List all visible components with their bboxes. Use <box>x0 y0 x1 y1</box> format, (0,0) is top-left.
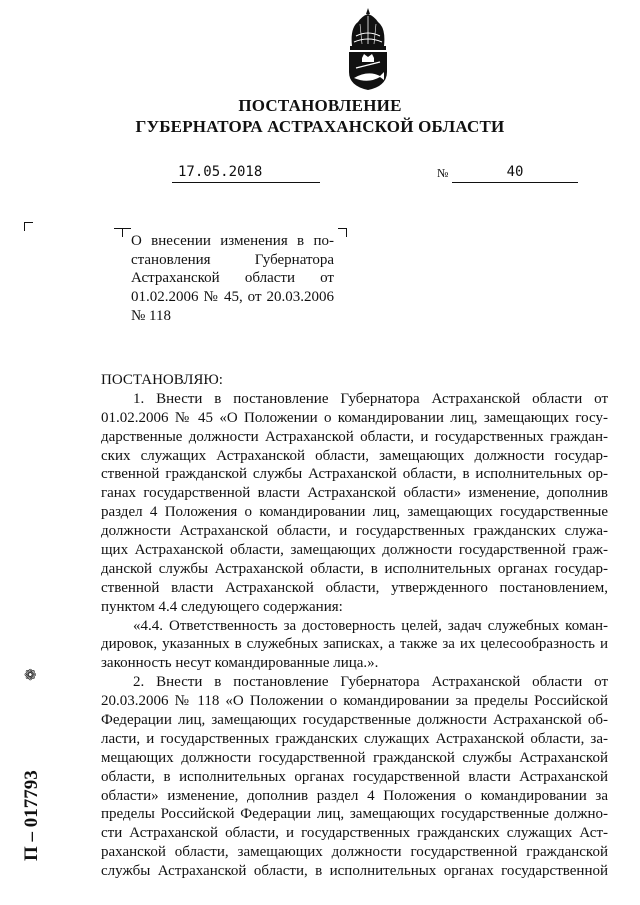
body-line: дировок, указанных в служебных записках, а также за их целесообразность и <box>101 636 608 653</box>
corner-mark <box>338 228 347 237</box>
subject-line: 01.02.2006 № 45, от 20.03.2006 <box>131 289 334 306</box>
body-line: 1. Внести в постановление Губернатора Астраханской области от <box>133 390 608 407</box>
corner-mark <box>24 222 33 231</box>
body-line: ственной власти Астраханской области, утвержденного постановлением, <box>101 579 608 596</box>
side-marking <box>18 660 46 860</box>
body-line: ласти, и государственных гражданских служащих Астраханской области, за- <box>101 730 608 747</box>
body-line: данской службы Астраханской области, в исполнительных органах государ- <box>101 560 608 577</box>
body-line: должности Астраханской области, и государственных гражданских служа- <box>101 523 608 540</box>
body-line: мещающих должности государственной гражданской службы Астраханской <box>101 749 608 766</box>
document-number: 40 <box>452 164 578 183</box>
coat-of-arms-emblem <box>340 6 396 92</box>
body-line: ственной гражданской службы Астраханской области, в исполнительных ор- <box>101 466 608 483</box>
body-line: ганах государственной власти Астраханской области» изменение, дополнив <box>101 485 608 502</box>
body-line: Федерации лиц, замещающих государственные должности Астраханской об- <box>101 712 608 729</box>
body-line: службы Астраханской области, в исполнительных органах государственной <box>101 863 608 880</box>
body-line: «4.4. Ответственность за достоверность целей, задач служебных коман- <box>133 617 608 634</box>
body-line: щих Астраханской области, замещающих должности государственной граж- <box>101 542 608 559</box>
body-line: области, в исполнительных органах государственной власти Астраханской <box>101 768 608 785</box>
subject-line: Астраханской области от <box>131 270 334 287</box>
body-line: ских служащих Астраханской области, замещающих должности государ- <box>101 447 608 464</box>
body-line: 2. Внести в постановление Губернатора Астраханской области от <box>133 674 608 691</box>
body-line: раздел 4 Положения о командировании лиц, замещающих государственные <box>101 504 608 521</box>
subject-line: № 118 <box>131 307 172 324</box>
body-line: раханской области, замещающих должности государственной гражданской <box>101 844 608 861</box>
subject-line: О внесении изменения в по- <box>131 233 334 249</box>
document-title-line-1: ПОСТАНОВЛЕНИЕ <box>238 96 402 115</box>
body-line: дарственные должности Астраханской области, и государственных граждан- <box>101 428 608 445</box>
number-label: № <box>437 166 449 180</box>
subject-line: становления Губернатора <box>131 251 334 268</box>
body-line: пунктом 4.4 следующего содержания: <box>101 598 343 615</box>
body-line: пределы Российской Федерации лиц, замещающих государственные должно- <box>101 806 608 823</box>
body-line: 01.02.2006 № 45 «О Положении о командировании лиц, замещающих госу- <box>101 409 608 426</box>
body-line: 20.03.2006 № 118 «О Положении о командировании за пределы Российской <box>101 693 608 710</box>
document-title-line-2: ГУБЕРНАТОРА АСТРАХАНСКОЙ ОБЛАСТИ <box>135 117 505 136</box>
form-serial-number: П – 017793 <box>21 770 42 861</box>
resolution-heading: ПОСТАНОВЛЯЮ: <box>101 372 223 388</box>
document-subject <box>131 232 334 326</box>
document-date: 17.05.2018 <box>172 164 320 183</box>
corner-mark <box>122 228 131 237</box>
body-line: сти Астраханской области, и государственных гражданских служащих Аст- <box>101 825 608 842</box>
ornament-icon: ❁ <box>24 668 37 684</box>
body-line: области» изменение, дополнив раздел 4 Положения о командировании за <box>101 787 608 804</box>
body-line: законность несут командированные лица.». <box>101 655 379 672</box>
document-body <box>101 371 608 881</box>
